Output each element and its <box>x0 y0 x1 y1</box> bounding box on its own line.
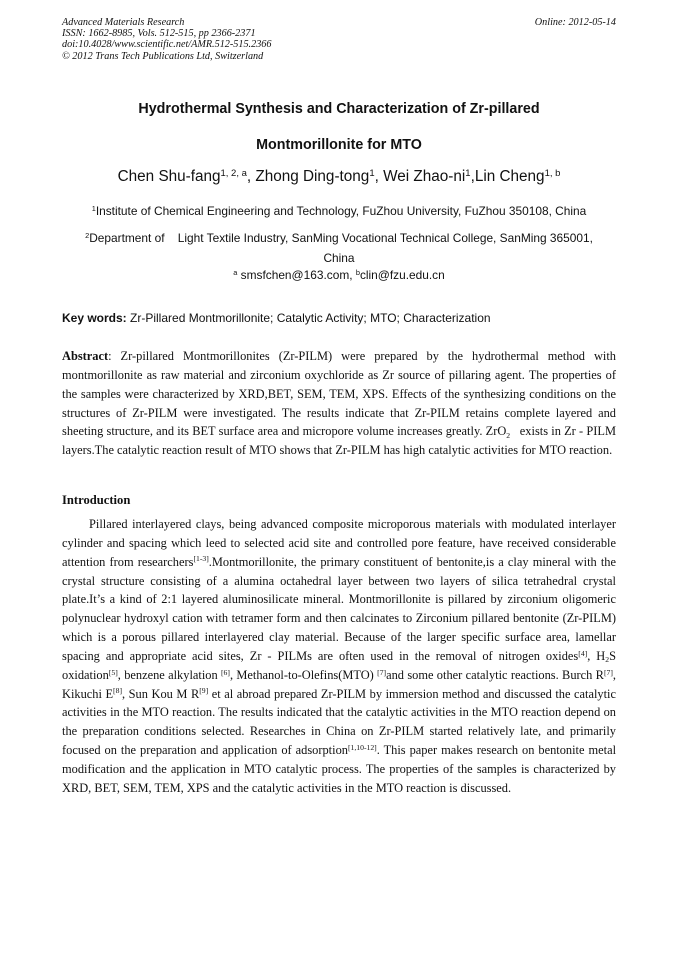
citation: [8] <box>113 686 122 696</box>
subscript: 2 <box>605 655 610 665</box>
author-separator: , <box>374 168 384 185</box>
title-line-1: Hydrothermal Synthesis and Characterization of Zr-pillared <box>138 101 540 117</box>
body-text: . This paper makes research on bentonite metal modification and the application in MTO catalytic process. The properties of the samples is characterized by XRD, BET, SEM, TEM, XPS and the catalytic activities in the MTO reaction is discussed. <box>62 743 617 795</box>
author-separator: , <box>246 168 256 185</box>
author-name: Chen Shu-fang <box>117 168 221 185</box>
author-affil-mark: 1, b <box>544 167 561 179</box>
citation: [7] <box>377 667 387 677</box>
subscript: 2 <box>506 430 511 440</box>
title-line-2: Montmorillonite for MTO <box>256 137 422 153</box>
body-text: , H <box>587 648 606 663</box>
author-list <box>62 167 616 187</box>
affiliation-2 <box>62 228 616 268</box>
author-name: Zhong Ding-tong <box>255 168 370 185</box>
introduction-paragraph <box>62 515 616 798</box>
email-mark-b: b <box>355 267 360 277</box>
journal-header <box>62 17 616 62</box>
email-a[interactable]: smsfchen@163.com, <box>237 268 356 282</box>
author-name: Wei Zhao-ni <box>383 168 466 185</box>
citation: [1,10-12] <box>347 742 377 752</box>
journal-name: Advanced Materials Research <box>62 17 185 28</box>
email-b[interactable]: clin@fzu.edu.cn <box>359 268 445 282</box>
author-separator: , <box>470 168 475 185</box>
author-name: Lin Cheng <box>474 168 545 185</box>
body-text: , Sun Kou M R <box>122 686 200 701</box>
author-affil-mark: 1 <box>465 167 471 179</box>
affiliation-1 <box>62 201 616 221</box>
abstract-text: exists in Zr - PILM layers.The catalytic reaction result of MTO shows that Zr-PILM has high catalytic activities for MTO reaction. <box>62 424 620 458</box>
body-text: and some other catalytic reactions. Burch R <box>386 667 604 682</box>
body-text: et al abroad prepared Zr-PILM by immersion method and discussed the catalytic activities in the MTO reaction. The results indicated that the catalytic activities in the MTO reaction depend on the preparation conditions selected. Researches in China on Zr-PILM started relatively late, and primarily focused on the preparation and application of adsorption <box>62 686 617 758</box>
citation: [4] <box>578 648 588 658</box>
affiliation-mark: 1 <box>91 203 96 213</box>
email-mark-a: a <box>233 267 238 277</box>
body-text: , Methanol-to-Olefins(MTO) <box>229 667 378 682</box>
author-emails <box>62 266 616 284</box>
body-text: , benzene alkylation <box>117 667 221 682</box>
citation: [7] <box>603 667 613 677</box>
journal-issn: ISSN: 1662-8985, Vols. 512-515, pp 2366-2371 <box>62 28 256 40</box>
citation: [5] <box>108 667 118 677</box>
section-heading-introduction: Introduction <box>62 493 131 507</box>
affiliation-text: Department of Light Textile Industry, SanMing Vocational Technical College, SanMing 365001, <box>89 231 593 245</box>
abstract-text: : Zr-pillared Montmorillonites (Zr-PILM) were prepared by the hydrothermal method with montmorillonite as raw material and zirconium oxychloride as Zr source of pillaring agent. The properties of the samples were characterized by XRD,BET, SEM, TEM, XPS. Effects of the synthesizing conditions on the structures of Zr-PILM were investigated. The results indicate that Zr-PILM retains complete layered and sheeting structure, and its BET surface area and micropore volume increases greatly. ZrO <box>62 349 616 439</box>
journal-copyright: © 2012 Trans Tech Publications Ltd, Switzerland <box>62 50 264 62</box>
citation: [6] <box>221 667 230 677</box>
citation: [9] <box>199 686 209 696</box>
citation: [1-3] <box>193 554 209 564</box>
affiliation-country: China <box>323 251 355 265</box>
body-text: , Kikuchi E <box>62 667 616 701</box>
affiliation-text: Institute of Chemical Engineering and Technology, FuZhou University, FuZhou 350108, China <box>95 204 587 218</box>
keywords <box>62 309 616 327</box>
paper-title <box>62 91 616 163</box>
online-date: Online: 2012-05-14 <box>534 17 616 28</box>
keywords-label: Key words: <box>62 311 127 325</box>
keywords-text: Zr-Pillared Montmorillonite; Catalytic Activity; MTO; Characterization <box>126 311 491 325</box>
body-text: S oxidation <box>62 648 616 682</box>
affiliation-mark: 2 <box>85 230 90 240</box>
journal-doi: doi:10.4028/www.scientific.net/AMR.512-515.2366 <box>62 39 272 51</box>
author-affil-mark: 1, 2, a <box>220 167 247 179</box>
author-affil-mark: 1 <box>369 167 375 179</box>
body-text: Pillared interlayered clays, being advanced composite microporous materials with modulated interlayer cylinder and spacing which leed to selected acid site and controlled pore feature, have received considerable attention from researchers <box>62 517 616 569</box>
abstract-label: Abstract <box>62 349 109 363</box>
body-text: .Montmorillonite, the primary constituent of bentonite,is a clay mineral with the crystal structure consisting of a alumina octahedral layer between two layers of silica tetrahedral crystal plate.It’s a kind of 2:1 layered aluminosilicate mineral. Montmorillonite is pillared by zirconium oligomeric polynuclear hydroxyl cation with tetramer form and then calcinates to Zirconium pillared bentonite (Zr-PILM) which is a porous pillared interlayered clay material. Because of the larger specific surface area, lamellar spacing and appropriate acid sites, Zr - PILMs are often used in the removal of nitrogen oxides <box>62 554 616 663</box>
abstract <box>62 347 620 460</box>
